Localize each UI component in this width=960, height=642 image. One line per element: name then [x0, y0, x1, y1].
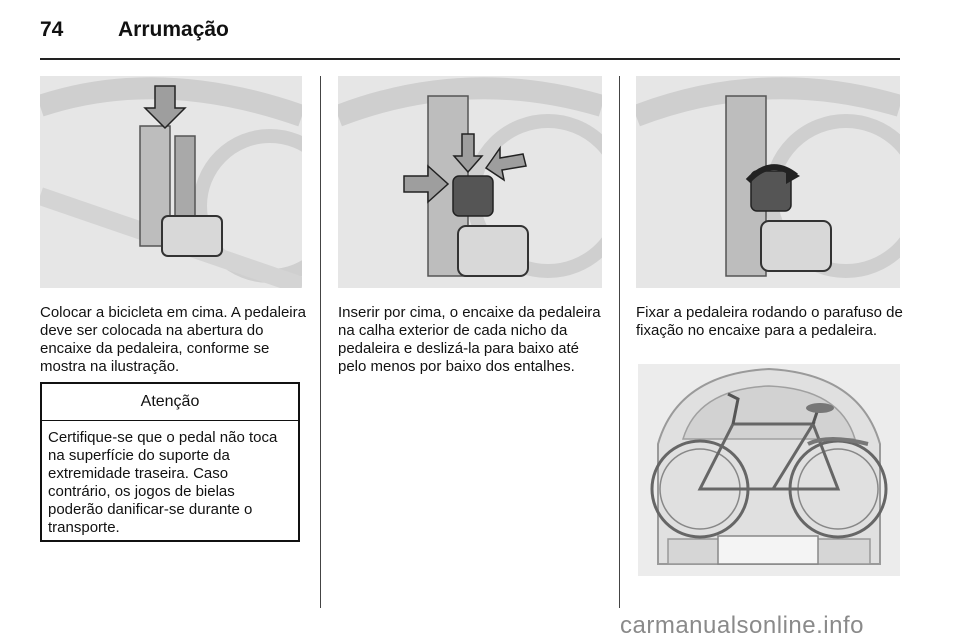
warning-text: Certifique-se que o pedal não toca na superfície do suporte da extremidade traseira. Caso contrário, os jogos de bielas poderão danificar-se durante o transporte. — [48, 429, 278, 536]
illustration-pedal-placement — [40, 76, 302, 288]
column-divider — [320, 76, 321, 608]
illustration-tighten-screw — [636, 76, 900, 288]
page-number: 74 — [40, 18, 64, 41]
illustration-car-with-bicycle — [638, 364, 900, 576]
page-title: Arrumação — [118, 18, 229, 41]
paragraph: Fixar a pedaleira rodando o parafuso de fixação no encaixe para a pedaleira. — [636, 304, 903, 339]
warning-box — [40, 382, 300, 542]
illustration-slide-in — [338, 76, 602, 288]
watermark: carmanualsonline.info — [620, 612, 864, 639]
warning-heading: Atenção — [42, 384, 298, 421]
header-rule — [40, 58, 900, 60]
paragraph: Colocar a bicicleta em cima. A pedaleira deve ser colocada na abertura do encaixe da pedaleira, conforme se mostra na ilustração. — [40, 304, 306, 375]
column-divider — [619, 76, 620, 608]
paragraph: Inserir por cima, o encaixe da pedaleira na calha exterior de cada nicho da pedaleira e deslizá-la para baixo até pelo menos por baixo dos entalhes. — [338, 304, 601, 375]
